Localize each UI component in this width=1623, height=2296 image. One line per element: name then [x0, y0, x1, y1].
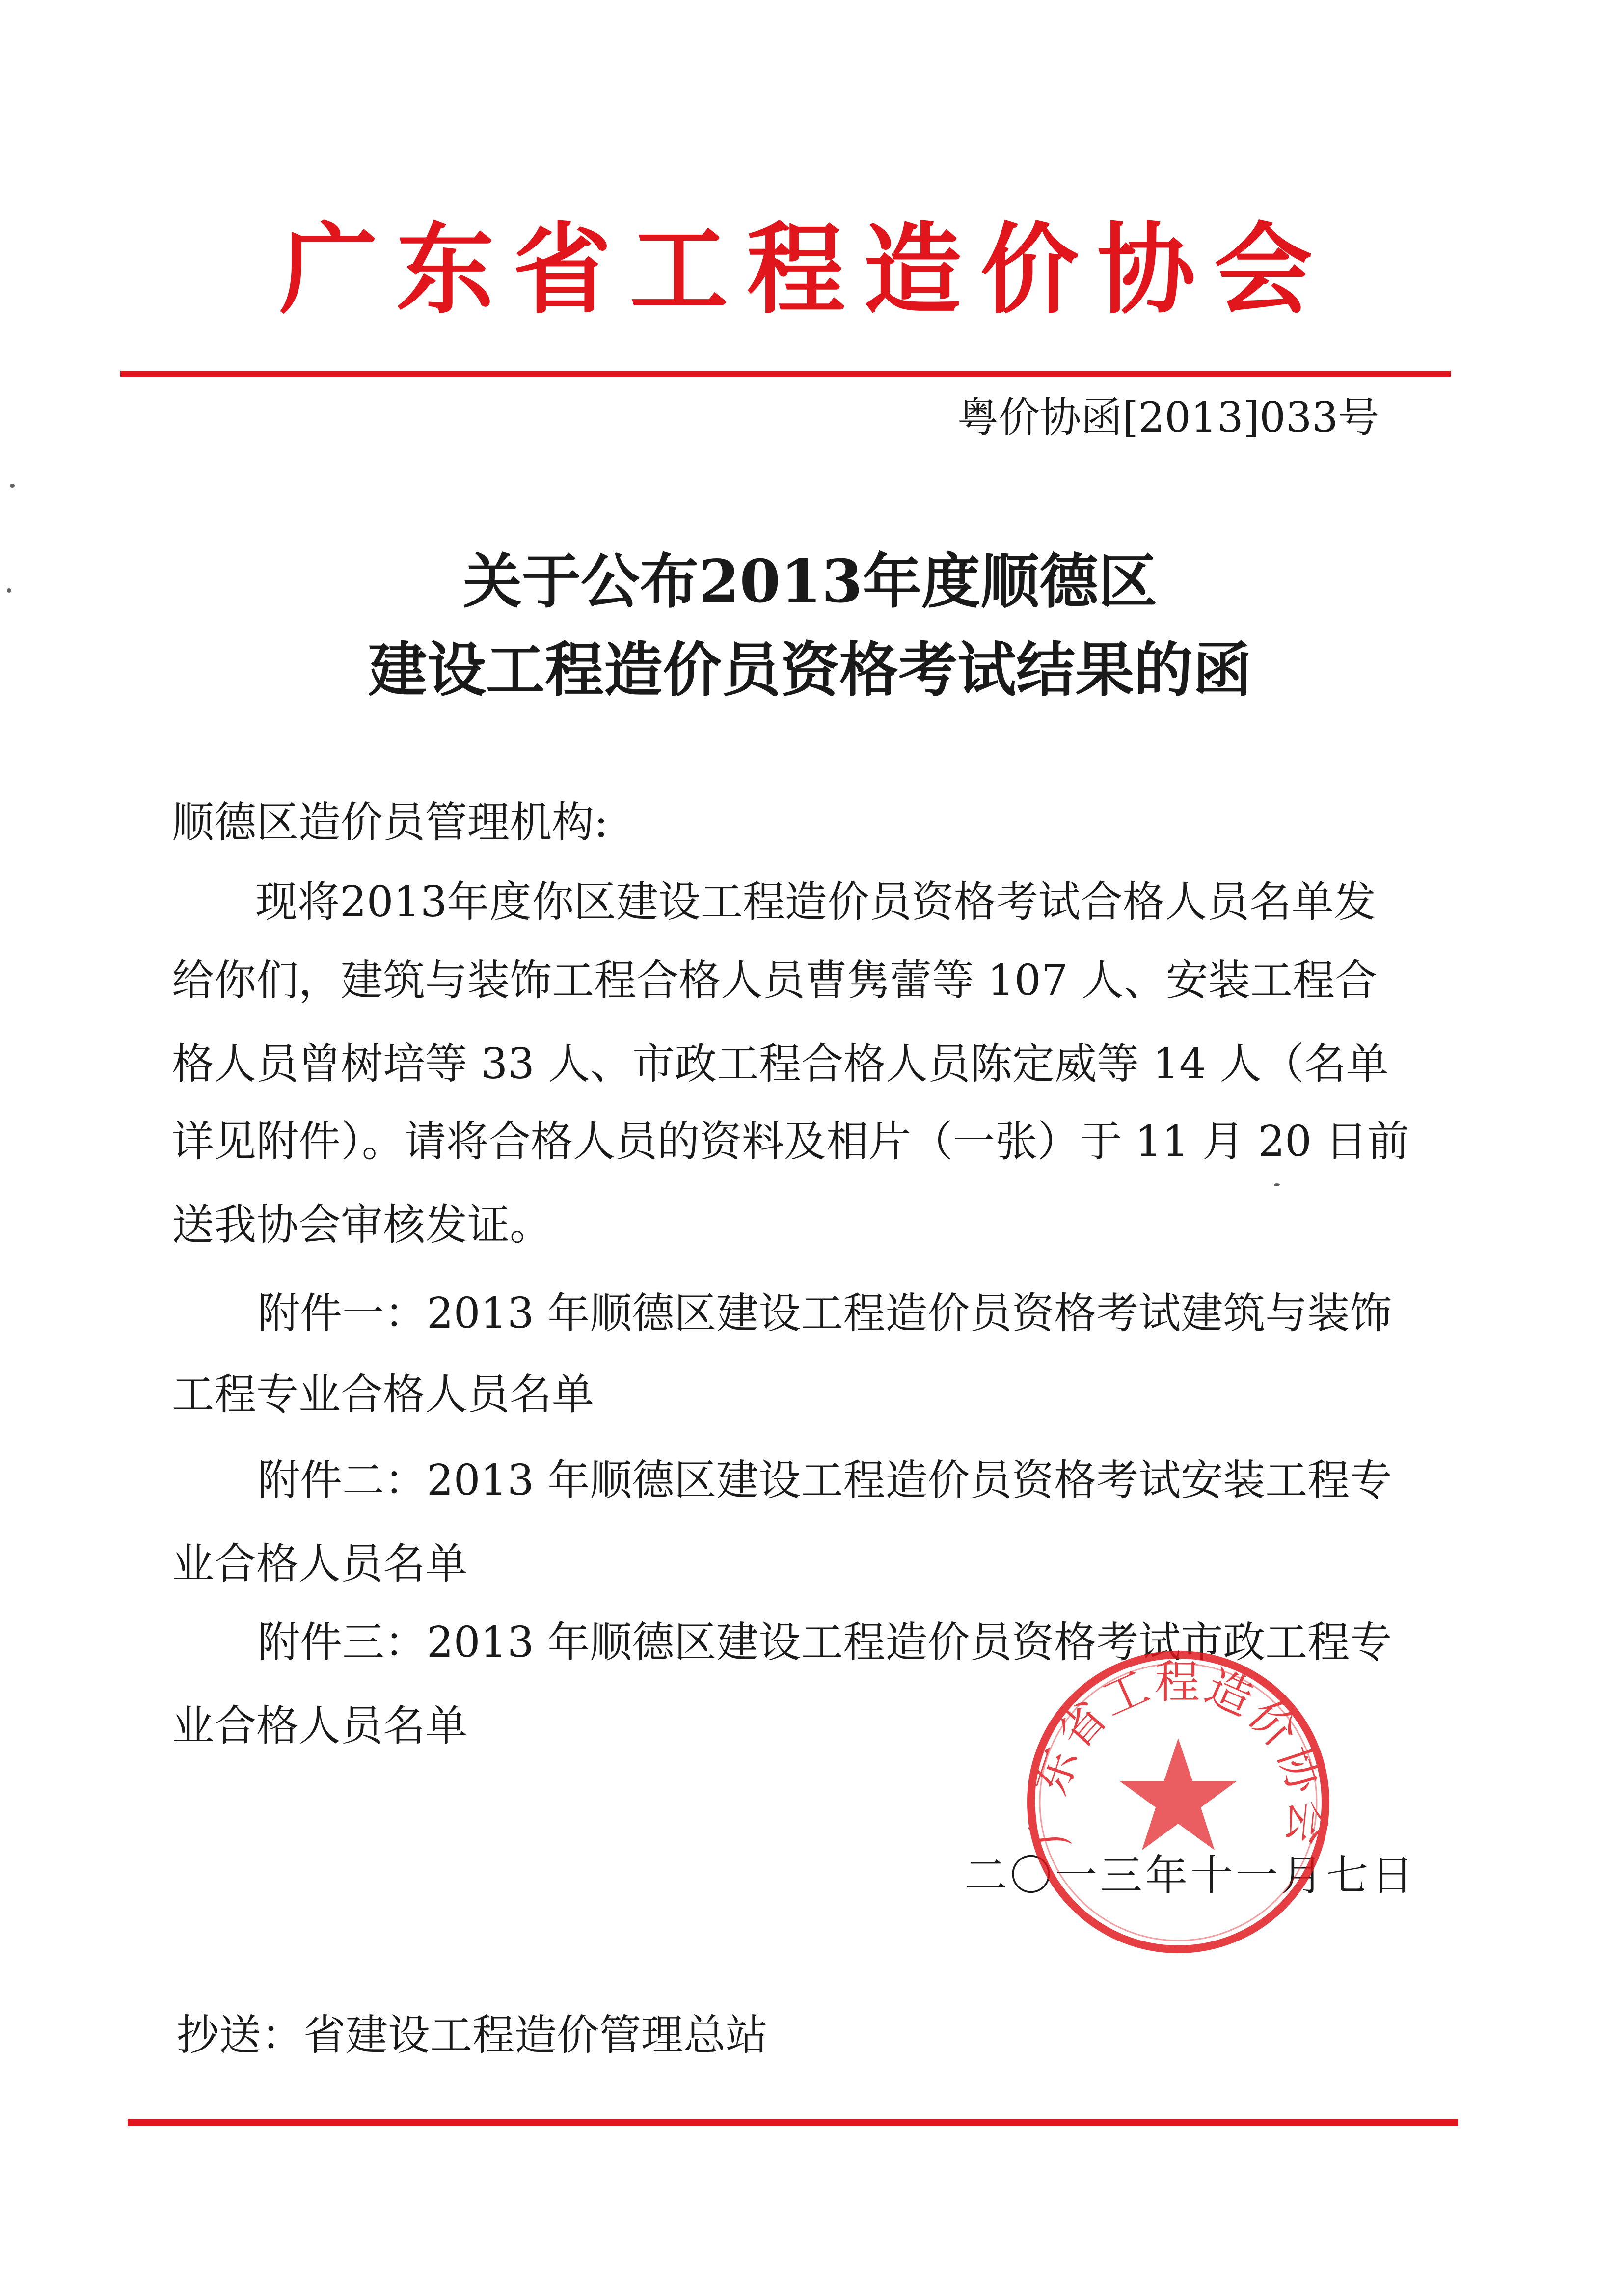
- scan-speck: [10, 484, 15, 488]
- scan-speck: [7, 588, 11, 593]
- attachment-line: 附件一：2013 年顺德区建设工程造价员资格考试建筑与装饰: [258, 1289, 1392, 1338]
- attachment-line: 附件三：2013 年顺德区建设工程造价员资格考试市政工程专: [258, 1618, 1392, 1667]
- org-header: 广东省工程造价协会: [279, 212, 1331, 328]
- seal-text: 广东省工程造价协会: [1022, 1656, 1335, 1850]
- body-line: 格人员曾树培等 33 人、市政工程合格人员陈定威等 14 人（名单: [172, 1039, 1389, 1089]
- body-line: 送我协会审核发证。: [172, 1201, 552, 1250]
- scan-speck: [1274, 1183, 1280, 1186]
- body-line: 现将2013年度你区建设工程造价员资格考试合格人员名单发: [255, 877, 1376, 927]
- title-line-1: 关于公布2013年度顺德区: [463, 547, 1157, 616]
- header-red-rule: [120, 371, 1451, 377]
- document-number: 粤价协函[2013]033号: [957, 393, 1380, 441]
- issue-date: 二〇一三年十一月七日: [965, 1851, 1416, 1900]
- official-seal-icon: [1014, 1638, 1343, 1967]
- attachment-line: 附件二：2013 年顺德区建设工程造价员资格考试安装工程专: [258, 1456, 1392, 1505]
- body-line: 给你们，建筑与装饰工程合格人员曹隽蕾等 107 人、安装工程合: [172, 956, 1377, 1005]
- body-line: 详见附件）。请将合格人员的资料及相片（一张）于 11 月 20 日前: [172, 1117, 1410, 1166]
- title-line-2: 建设工程造价员资格考试结果的函: [368, 635, 1252, 705]
- footer-red-rule: [128, 2119, 1458, 2126]
- star-icon: [1119, 1738, 1237, 1850]
- cc-line: 抄送：省建设工程造价管理总站: [177, 2011, 768, 2060]
- addressee: 顺德区造价员管理机构:: [172, 798, 608, 847]
- attachment-line: 业合格人员名单: [172, 1701, 467, 1750]
- attachment-line: 业合格人员名单: [172, 1539, 467, 1588]
- attachment-line: 工程专业合格人员名单: [172, 1370, 594, 1419]
